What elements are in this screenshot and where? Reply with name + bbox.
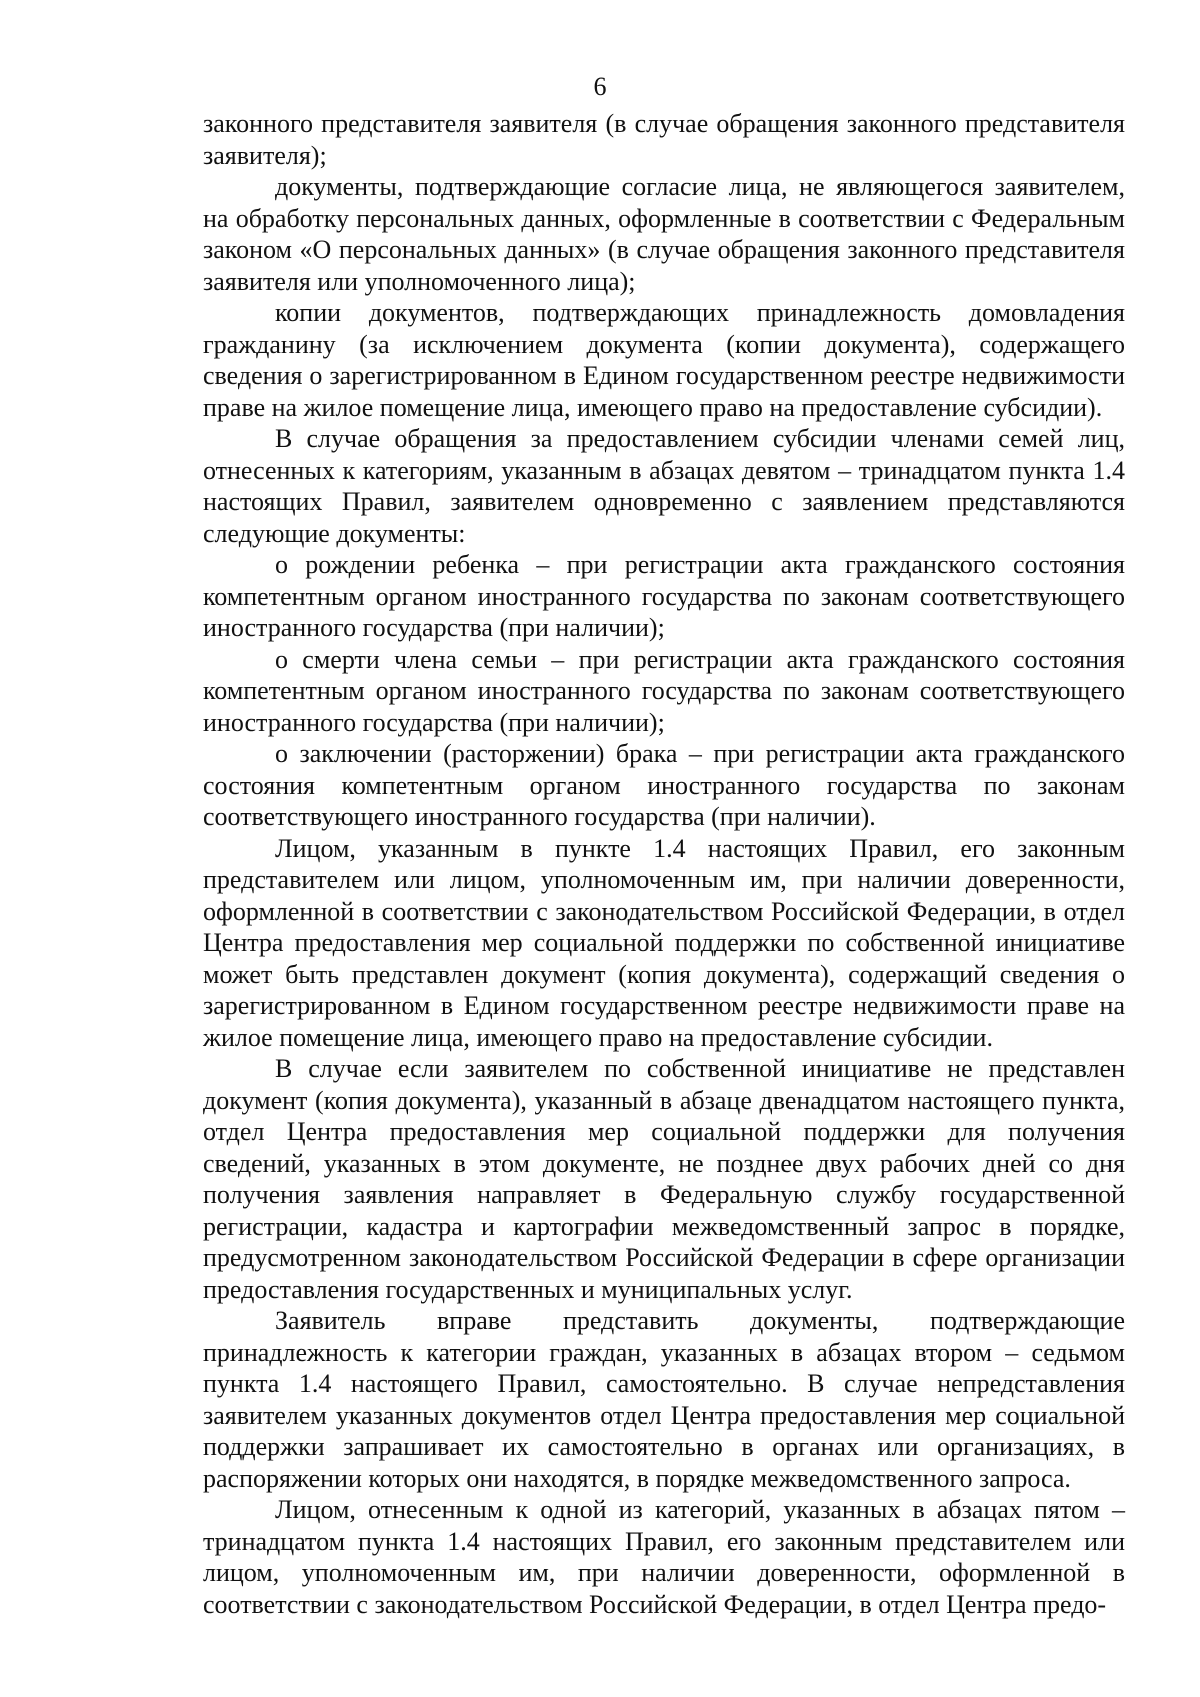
page-number: 6: [593, 72, 607, 101]
paragraph-marriage: о заключении (расторжении) брака – при регистрации акта гражданского состояния компетентным органом иностранного государства по законам соответствующего иностранного государства (при наличии).: [203, 739, 1125, 831]
paragraph-category-documents: Заявитель вправе представить документы, подтверждающие принадлежность к категории граждан, указанных в абзацах втором – седьмом пункта 1.4 настоящего Правил, самостоятельно. В случае непредставления заявителем указанных документов отдел Центра предоставления мер социальной поддержки запрашивает их самостоятельно в органах или организациях, в распоряжении которых они находятся, в порядке межведомственного запроса.: [203, 1306, 1125, 1493]
paragraph-consent-documents: документы, подтверждающие согласие лица, не являющегося заявителем, на обработку персональных данных, оформленные в соответствии с Федеральным законом «О персональных данных» (в случае обращения законного представителя заявителя или уполномоченного лица);: [203, 172, 1125, 296]
paragraph-death: о смерти члена семьи – при регистрации акта гражданского состояния компетентным органом иностранного государства по законам соответствующего иностранного государства (при наличии);: [203, 644, 1125, 737]
paragraph-own-initiative: Лицом, указанным в пункте 1.4 настоящих Правил, его законным представителем или лицом, уполномоченным им, при наличии доверенности, оформленной в соответствии с законодательством Российской Федерации, в отдел Центра предоставления мер социальной поддержки по собственной инициативе может быть представлен документ (копия документа), содержащий сведения о зарегистрированном в Едином государственном реестре недвижимости праве на жилое помещение лица, имеющего право на предоставление субсидии.: [203, 833, 1125, 1052]
paragraph-continuation: законного представителя заявителя (в случае обращения законного представителя заявителя);: [203, 109, 1125, 170]
paragraph-birth: о рождении ребенка – при регистрации акта гражданского состояния компетентным органом иностранного государства по законам соответствующего иностранного государства (при наличии);: [203, 550, 1125, 642]
paragraph-interagency-request: В случае если заявителем по собственной инициативе не представлен документ (копия документа), указанный в абзаце двенадцатом настоящего пункта, отдел Центра предоставления мер социальной поддержки для получения сведений, указанных в этом документе, не позднее двух рабочих дней со дня получения заявления направляет в Федеральную службу государственной регистрации, кадастра и картографии межведомственный запрос в порядке, предусмотренном законодательством Российской Федерации в сфере организации предоставления государственных и муниципальных услуг.: [203, 1054, 1125, 1304]
paragraph-ownership-copies: копии документов, подтверждающих принадлежность домовладения гражданину (за исключением документа (копии документа), содержащего сведения о зарегистрированном в Едином государственном реестре недвижимости праве на жилое помещение лица, имеющего право на предоставление субсидии).: [203, 298, 1125, 422]
paragraph-categories-five-thirteen: Лицом, отнесенным к одной из категорий, указанных в абзацах пятом – тринадцатом пункта 1.4 настоящих Правил, его законным представителем или лицом, уполномоченным им, при наличии доверенности, оформленной в соответствии с законодательством Российской Федерации, в отдел Центра предо-: [203, 1495, 1125, 1619]
document-body: [203, 108, 1125, 1620]
paragraph-family-members: В случае обращения за предоставлением субсидии членами семей лиц, отнесенных к категориям, указанным в абзацах девятом – тринадцатом пункта 1.4 настоящих Правил, заявителем одновременно с заявлением представляются следующие документы:: [203, 424, 1125, 548]
